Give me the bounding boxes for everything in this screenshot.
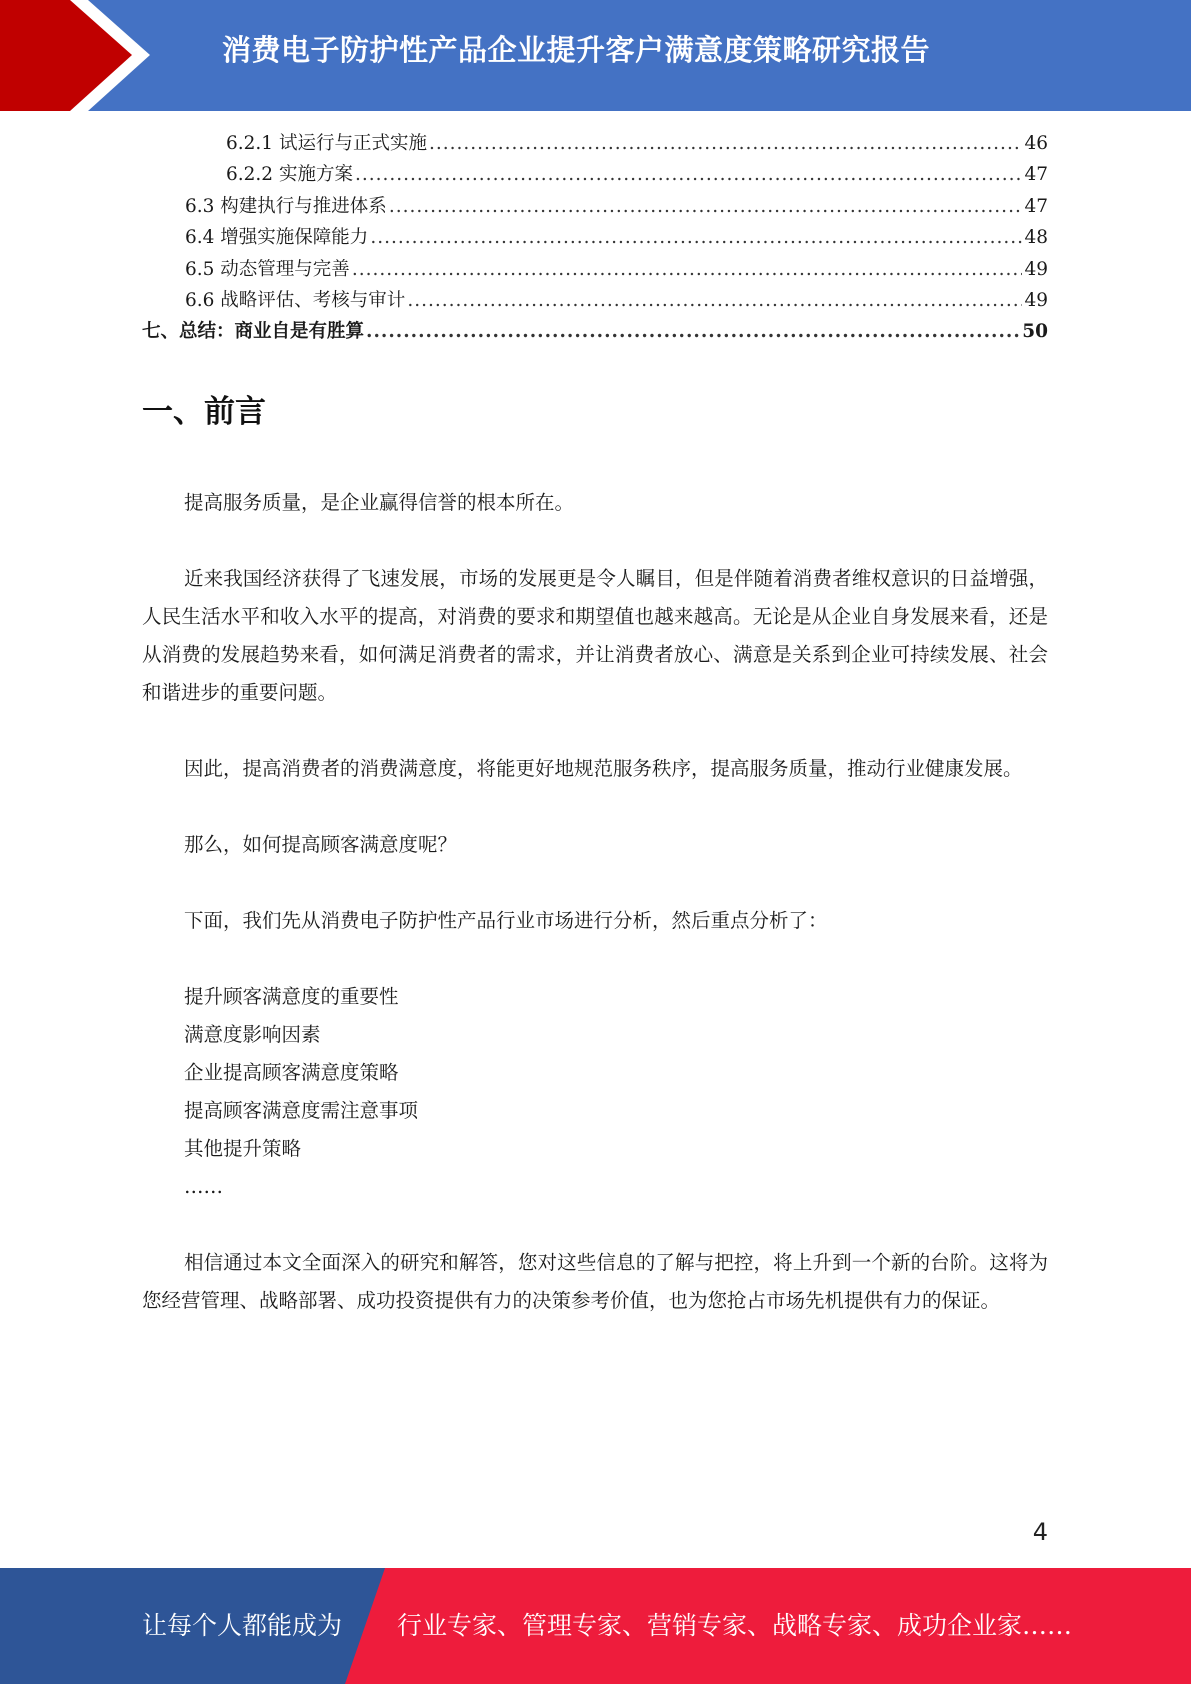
list-item: 企业提高顾客满意度策略 [184,1061,399,1084]
list-item: 提高顾客满意度需注意事项 [184,1099,419,1122]
toc-entry-label: 6.3 构建执行与推进体系 [185,195,387,217]
toc-leader-dots [389,191,1023,222]
toc-entry-page: 47 [1024,164,1048,186]
paragraph: 因此，提高消费者的消费满意度，将能更好地规范服务秩序，提高服务质量，推动行业健康发展。 [184,757,1023,780]
toc-entry-label: 6.6 战略评估、考核与审计 [185,289,406,311]
paragraph-spacer [142,522,1048,560]
toc-entry-chapter[interactable] [142,316,1048,347]
toc-entry[interactable] [142,128,1048,159]
toc-entry-page: 48 [1024,227,1048,249]
page-footer [0,1568,1191,1684]
toc-leader-dots [407,285,1022,316]
header-flag-red-chevron [0,0,132,111]
toc-entry-label: 6.2.1 试运行与正式实施 [226,133,427,154]
toc-entry-label: 七、总结：商业自是有胜算 [142,321,365,343]
paragraph-spacer [142,788,1048,826]
toc-leader-dots [355,159,1023,190]
paragraph-spacer [142,940,1048,978]
toc-leader-dots [429,128,1022,159]
paragraph: 相信通过本文全面深入的研究和解答，您对这些信息的了解与把控，将上升到一个新的台阶。这将为您经营管理、战略部署、成功投资提供有力的决策参考价值，也为您抢占市场先机提供有力的保证。 [142,1251,1048,1312]
paragraph-spacer [142,712,1048,750]
list-item: 满意度影响因素 [184,1023,321,1046]
paragraph-spacer [142,864,1048,902]
paragraph: 那么，如何提高顾客满意度呢？ [184,833,458,856]
toc-entry-page: 46 [1024,133,1048,154]
toc-entry-page: 47 [1024,195,1048,217]
toc-entry-label: 6.4 增强实施保障能力 [185,227,369,249]
table-of-contents [142,128,1048,348]
toc-leader-dots [366,316,1020,347]
toc-entry[interactable] [142,222,1048,253]
header-flag-graphic [0,0,160,111]
toc-entry[interactable] [142,191,1048,222]
toc-entry-page: 50 [1022,321,1048,343]
toc-entry-page: 49 [1024,258,1048,280]
document-body [142,484,1048,1320]
topic-list [142,978,1048,1206]
toc-leader-dots [370,222,1022,253]
toc-entry[interactable] [142,285,1048,316]
toc-leader-dots [352,254,1023,285]
list-item: 提升顾客满意度的重要性 [184,985,399,1008]
paragraph: 提高服务质量，是企业赢得信誉的根本所在。 [184,491,575,514]
paragraph: 下面，我们先从消费电子防护性产品行业市场进行分析，然后重点分析了： [184,909,828,932]
page-header [0,0,1191,111]
section-heading: 一、前言 [142,394,266,430]
page-number: 4 [1032,1518,1048,1546]
paragraph-spacer [142,1206,1048,1244]
toc-entry-page: 49 [1024,289,1048,311]
header-title: 消费电子防护性产品企业提升客户满意度策略研究报告 [222,33,931,67]
toc-entry[interactable] [142,159,1048,190]
toc-entry[interactable] [142,254,1048,285]
toc-entry-label: 6.5 动态管理与完善 [185,258,350,280]
footer-slogan-right: 行业专家、管理专家、营销专家、战略专家、成功企业家…… [397,1611,1073,1640]
toc-entry-label: 6.2.2 实施方案 [226,164,353,186]
footer-slogan-left: 让每个人都能成为 [142,1611,343,1640]
list-item-ellipsis: …… [184,1175,223,1198]
paragraph: 近来我国经济获得了飞速发展，市场的发展更是令人瞩目，但是伴随着消费者维权意识的日益增强，人民生活水平和收入水平的提高，对消费的要求和期望值也越来越高。无论是从企业自身发展来看，还是从消费的发展趋势来看，如何满足消费者的需求，并让消费者放心、满意是关系到企业可持续发展、社会和谐进步的重要问题。 [142,567,1048,704]
list-item: 其他提升策略 [184,1137,302,1160]
